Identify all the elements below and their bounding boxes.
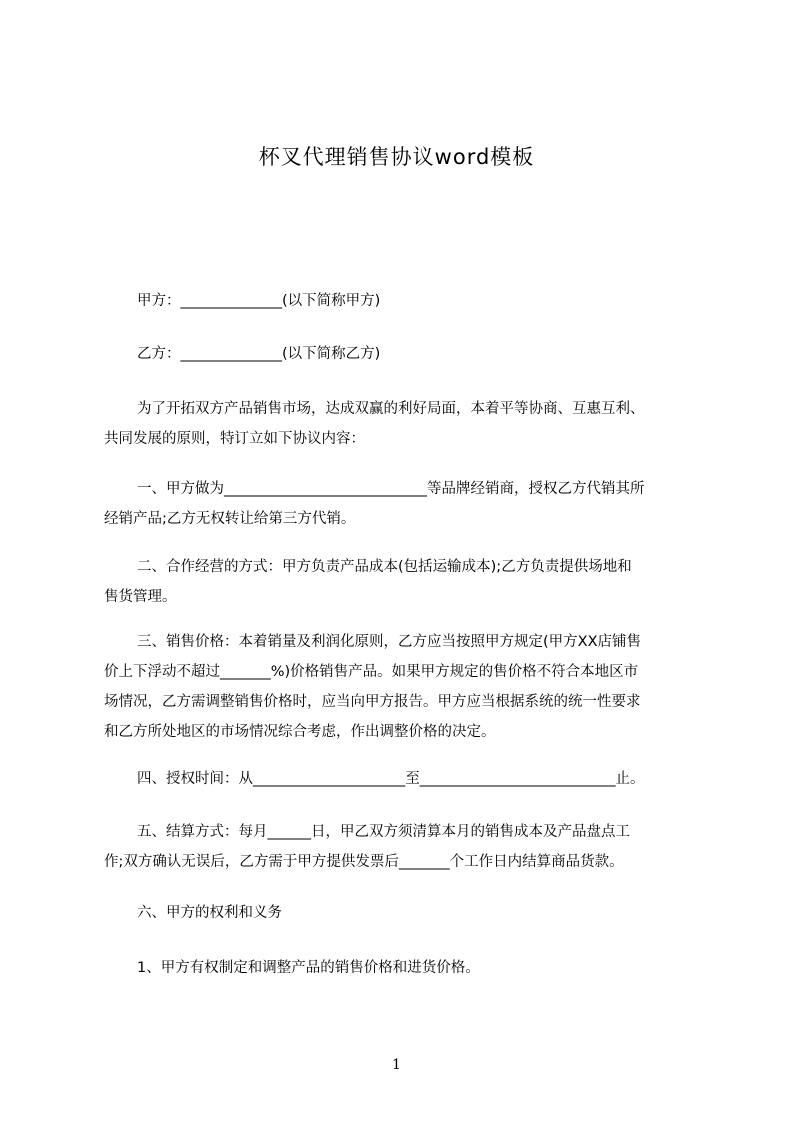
clause-3-line-3: 场情况，乙方需调整销售价格时，应当向甲方报告。甲方应当根据系统的统一性要求 [104,694,641,710]
party-b-line: 乙方：______________(以下简称乙方) [137,346,381,362]
clause-5-line-2: 作;双方确认无误后，乙方需于甲方提供发票后_______个工作日内结算商品货款。 [104,854,624,870]
clause-3-line-1: 三、销售价格：本着销量及利润化原则，乙方应当按照甲方规定(甲方XX店铺售 [137,634,642,650]
clause-1-paragraph [104,474,704,534]
clause-5-line-1: 五、结算方式：每月______日，甲乙双方须清算本月的销售成本及产品盘点工 [137,824,630,840]
clause-3-line-4: 和乙方所处地区的市场情况综合考虑，作出调整价格的决定。 [104,724,496,740]
document-title: 杯叉代理销售协议word模板 [258,145,535,169]
clause-5-paragraph [104,817,704,877]
clause-4-line: 四、授权时间：从_____________________至___________________________止。 [137,771,645,787]
clause-1-line-2: 经销产品;乙方无权转让给第三方代销。 [104,511,356,527]
clause-6-item-1: 1、甲方有权制定和调整产品的销售价格和进货价格。 [137,960,480,976]
intro-line-1: 为了开拓双方产品销售市场，达成双赢的利好局面，本着平等协商、互惠互利、 [137,401,645,417]
clause-2-line-2: 售货管理。 [104,589,177,605]
page-number: 1 [392,1057,401,1073]
clause-6-heading: 六、甲方的权利和义务 [137,905,282,921]
intro-paragraph [104,394,704,454]
clause-3-paragraph [104,627,704,747]
intro-line-2: 共同发展的原则，特订立如下协议内容： [104,431,365,447]
clause-2-line-1: 二、合作经营的方式：甲方负责产品成本(包括运输成本);乙方负责提供场地和 [137,559,632,575]
clause-3-line-2: 价上下浮动不超过_______%)价格销售产品。如果甲方规定的售价格不符合本地区市 [104,664,639,680]
clause-2-paragraph [104,552,704,612]
party-a-line: 甲方：______________(以下简称甲方) [137,293,381,309]
clause-1-line-1: 一、甲方做为____________________________等品牌经销商，授权乙方代销其所 [137,481,645,497]
